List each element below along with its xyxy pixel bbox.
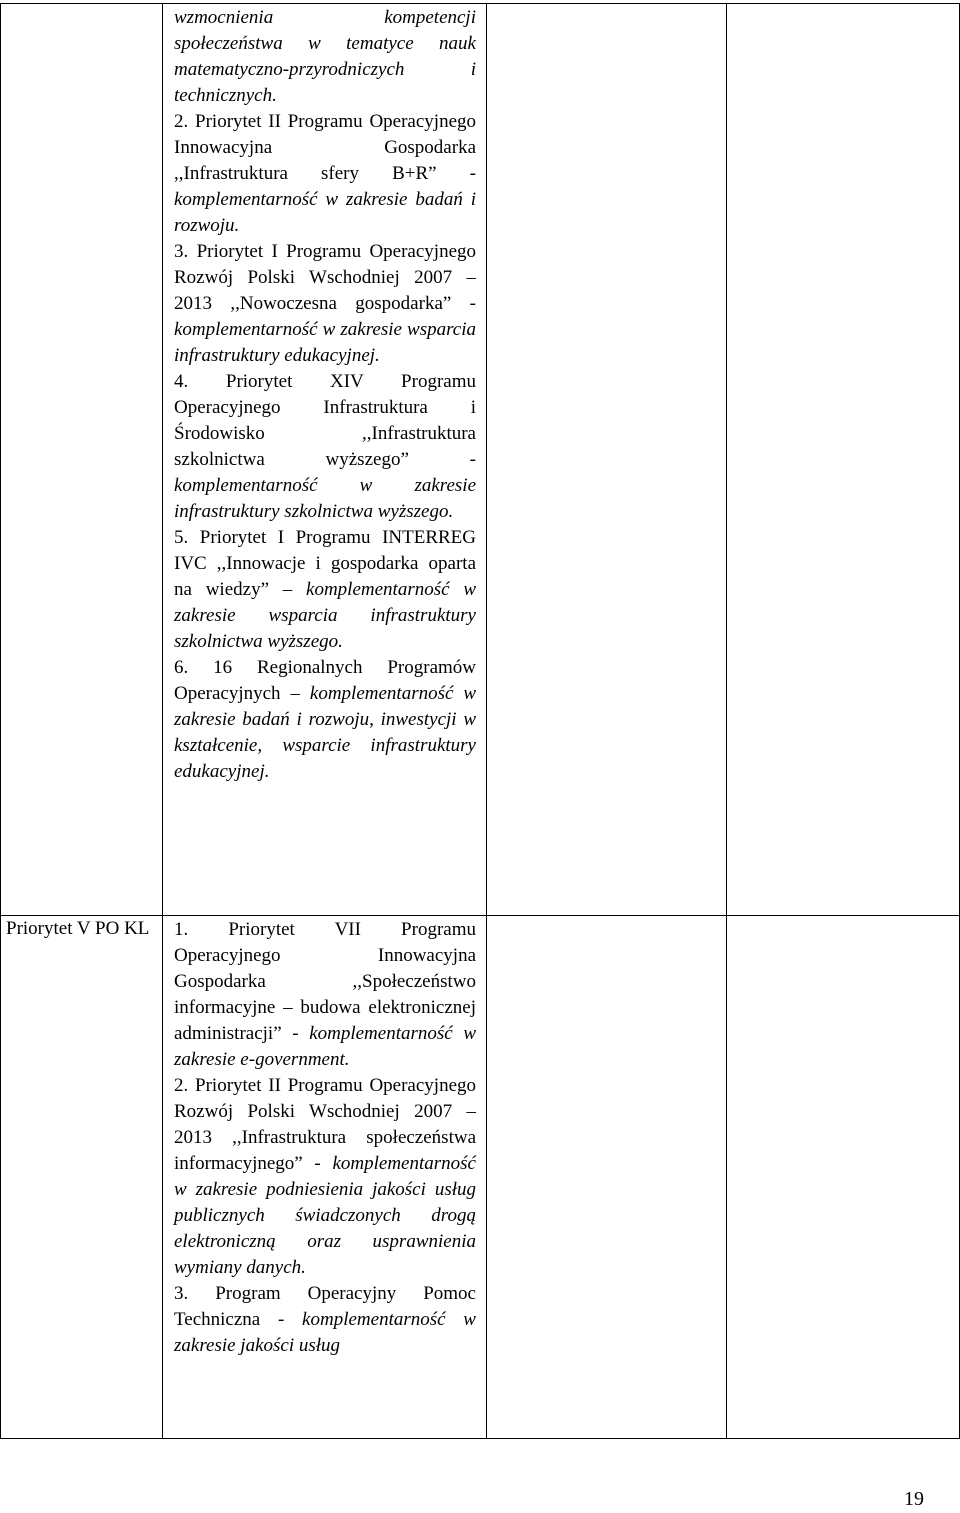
row-2-label: Priorytet V PO KL: [6, 918, 150, 939]
column-divider-1: [162, 3, 163, 1439]
list-item: 2. Priorytet II Programu Operacyjnego Innowacyjna Gospodarka ,,Infrastruktura sfery B+R” - komplementarność w zakresie badań i rozwoju.: [174, 111, 476, 236]
row-2-complementarity-cell: [174, 917, 476, 1359]
row-1-complementarity-cell: [174, 5, 476, 785]
page-number: 19: [904, 1488, 924, 1510]
list-item: 3. Priorytet I Programu Operacyjnego Rozwój Polski Wschodniej 2007 – 2013 ,,Nowoczesna gospodarka” - komplementarność w zakresie wsparcia infrastruktury edukacyjnej.: [174, 241, 476, 366]
list-item: wzmocnienia kompetencji społeczeństwa w tematyce nauk matematyczno-przyrodniczych i technicznych.: [174, 7, 476, 106]
list-item: 5. Priorytet I Programu INTERREG IVC ,,Innowacje i gospodarka oparta na wiedzy” – komplementarność w zakresie wsparcia infrastruktury szkolnictwa wyższego.: [174, 527, 476, 652]
list-item: 3. Program Operacyjny Pomoc Techniczna - komplementarność w zakresie jakości usług: [174, 1283, 476, 1356]
column-divider-2: [486, 3, 487, 1439]
list-item: 6. 16 Regionalnych Programów Operacyjnych – komplementarność w zakresie badań i rozwoju, inwestycji w kształcenie, wsparcie infrastruktury edukacyjnej.: [174, 657, 476, 782]
list-item: 2. Priorytet II Programu Operacyjnego Rozwój Polski Wschodniej 2007 – 2013 ,,Infrastruktura społeczeństwa informacyjnego” - komplementarność w zakresie podniesienia jakości usług publicznych świadczonych drogą elektroniczną oraz usprawnienia wymiany danych.: [174, 1075, 476, 1278]
list-item: 4. Priorytet XIV Programu Operacyjnego Infrastruktura i Środowisko ,,Infrastruktura szkolnictwa wyższego” - komplementarność w zakresie infrastruktury szkolnictwa wyższego.: [174, 371, 476, 522]
column-divider-3: [726, 3, 727, 1439]
list-item: 1. Priorytet VII Programu Operacyjnego Innowacyjna Gospodarka ,,Społeczeństwo informacyjne – budowa elektronicznej administracji” - komplementarność w zakresie e-government.: [174, 919, 476, 1070]
table-border: [0, 3, 960, 1439]
